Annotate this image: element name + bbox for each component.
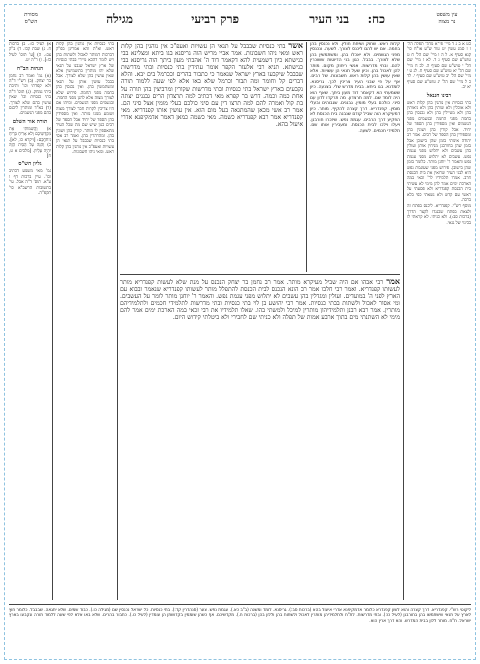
chapter-name: בני העיר bbox=[309, 12, 349, 26]
torah-or-heading: תורה אור השלם bbox=[12, 118, 48, 125]
rabbeinu-chananel-text: בתי כנסיות אין נוהגין בהן קלות ראש ולא אוכלין ולא שותין בהן ולא ניאותין בהן ולא מטיילין בהן ולא נכנסין בהן בחמה מפני החמה ובגשמים מפני הגשמים ואין מספידין בהן הספד של יחיד. אבל קורין בהן ושונין בהן ומספידין בהן הספד של רבים. אמר רב יהודה אימתי בזמן שהן בישובן אבל בזמן שהן בחורבנן מניחין אותן ועולין בהן עשבים ולא יתלוש מפני עגמת נפש. עשבים לא יתלוש מפני עגמת נפש והאמר ר' יוחנן מותר. כלומר בזמן שהן בישובן. פירוש מפני שעוגמת נפש היא לבני העיר שרואין את בית הכנסת חרב. אמרו תלמידיו לר' זכאי במה הארכת ימים אמר להן מימי לא עשיתי בית הכנסת קפנדריא ולא פסעתי על ראשי עם קדש ולא נשאתי כפי בלא ברכה. bbox=[407, 100, 471, 203]
torah-or-text: א) וַהֲשִׁמּוֹתִי אֶת מִקְדְּשֵׁיכֶם וְלֹא אָרִיחַ בְּרֵיחַ נִיחֹחֲכֶם: [ויקרא כו, לא]. ב) וְהִנֵּה עַל הַבַּיִת הַזֶּה יִהְיֶה עֶלְיוֹן. [מלכים א ט, ח] bbox=[9, 126, 51, 159]
tosafot-column bbox=[56, 42, 114, 600]
tractate-name: מגילה bbox=[106, 12, 133, 26]
gilyon-heading: גליון הש"ס bbox=[18, 161, 42, 168]
masoret-subtitle: הש"ס bbox=[24, 18, 38, 25]
rashi-text: קלות ראש. שחוק ושיחת חולין. ולא נכנסין בהן בחמה. אם יש להם ליכנס לצורך. לשעה. ונכנסין מפני הגשמים. ולא יאכלו בהן. ומשתמשין בהן שלא לצורך. בבבל. כגון בני הדיוטות ששוכרין להם. ובתי מדרשות. אנשי ריחוק מקום. מותר להן לאכול בהן. וכיון שעל תנאי הן עשויות. אלא שאין עושין בהן קלות ראש. חשבונות. של רבים. אף על פי שבני העיר צריכין לכך. גריסנא. לומדנא. בגו ביתא. בבית מדרש שלי. בצנעה. כיון ששמעתי הא דקאמר דוד מעון ביתך. שאף הוא היה לומד שם. למה תרצדון. מה תרקדו לדון עם סיני. כולכם בעלי מומין. גבננים. שגבוהים ובעלי מומין. קפנדריא. דרך קצרה להקיף. מותר. כיון דמעיקרא הוה שביל קודם שנבנה בית הכנסת לא הפקיע דרך הרבים. עגמת נפש. שיזכרו חורבנן. ויעלו וילכו לבית הכנסת. ומעבירין אותו שם. תלמידי חכמים. לשעה. bbox=[310, 42, 400, 134]
perek-title: פרק רביעי bbox=[191, 12, 239, 26]
page-header bbox=[9, 10, 471, 41]
tosafot-text: בתי כנסיות אין נוהגין בהן קלות ראש. וא"ת והא אמרינן בפ"ק דברכות דמותר לאכול ולשתות בהן ויש לומר דהכא מיירי בבתי כנסיות של ארץ ישראל שנבנו על תנאי שלא יהו מותרין בתשמישין אלא שאין עושין בהן שלא לצורך. אבל בבבל עושין אותן על תנאי ומשתמשין בהן. ואין נכנסין בהן בחמה מפני החמה. פירוש שלא לצורך מצוה אלא להגן מפני החמה. ובגשמים מפני הגשמים. ומיהו אם היו צריכין לקרות חבר לצורך מצוה ושומע ממנו מותר. ואין מספידין בהן הספד של יחיד אבל הספד של רבים כגון שיש שם מת שכל העיר מתאספין לו מותר. קורין בהן ושונין בהן. ומהרהרין בהן. ואמר רב אסי בתי כנסיות שבבבל על תנאי הן עשויות ואעפ"כ אין נוהגין בהן קלות ראש. ומאי ניהו חשבונות. bbox=[56, 42, 114, 156]
masoret-text: א) לעיל כו:. ב) ברכות ח. ג) שבת קכז. ד) ב"ק צב:. ה) [ע' תוס' לעיל כז:]. ו) ר"ה יט. bbox=[9, 42, 51, 64]
left-margin-column bbox=[9, 42, 51, 600]
gemara-column-bottom bbox=[120, 278, 400, 604]
ein-mishpat-text: כט א ב ג ד מיי' פי"א מהל' תפלה הל' ו ז סמג עשין יט טור ש"ע או"ח סי' קנא סעיף א. ל ה ו מיי' שם הל' ח ט טוש"ע שם סעיף ג ד. לא ז מיי' שם הל' י טוש"ע שם סעיף ה. לב ח מיי' שם הל' יא טוש"ע שם סעיף ח. לג ט י מיי' שם הל' יב טוש"ע שם סעיף י. לד כ ל מיי' שם הל' יג טוש"ע שם סעיף יא יב. bbox=[407, 42, 471, 91]
gemara-opening-word: אשר bbox=[288, 42, 303, 50]
divider-tosafot bbox=[117, 42, 118, 600]
divider-gemara-mid bbox=[120, 274, 400, 275]
likutei-rashi-footer bbox=[9, 604, 471, 655]
rabbeinu-chananel-heading: רבינו חננאל bbox=[426, 92, 452, 99]
haggahot-heading: הגהות הב"ח bbox=[16, 65, 44, 72]
ein-mishpat-subtitle: נר מצוה bbox=[438, 18, 456, 25]
masoret-header bbox=[11, 12, 51, 25]
gemara-body-2: רבי אבהו אם היה שביל מעיקרא מותר. אמר רב נחמן בר יצחק הנכנס על מנת שלא לעשות קפנדריא מותר לעשותו קפנדריא. ואמר רבי חלבו אמר רב הונא הנכנס לבית הכנסת להתפלל מותר לעשותו קפנדריא שנאמר ובבוא עם הארץ לפני ה' במועדים. ועולין ומגדלין בהן עשבים לא יתלוש מפני עגמת נפש. והאמר ר' יוחנן מותר לומר על העשבים. ומי אסור לאכול ולשתות בבתי כנסיות. אמר רבי יהושע בן לוי בתי כנסיות ובתי מדרשות לתלמידי חכמים ולתלמידיהם מותרין. אמר רבא רבנן ותלמידיהון מותרין למיכל ולמשתי בהו. שאלו תלמידיו את רבי זכאי במה הארכת ימים אמר להם מימי לא השתנתי מים בתוך ארבע אמות של תפלה ולא כניתי שם לחבירי ולא ביטלתי קידוש היום. bbox=[120, 279, 400, 322]
gemara-section-word: אמר bbox=[386, 278, 400, 286]
musaf-rashi-text: מוסף רש"י. קפנדריא. ליכנס בפתח זה ולצאת בפתח שכנגדו לקצר הדרך (ברכות סב:). ולא כניתי. לא קראתי לו בכינוי של גנאי. bbox=[407, 204, 471, 226]
gemara-text-top bbox=[121, 42, 303, 128]
gemara-text-bottom bbox=[120, 278, 400, 322]
ein-mishpat-column bbox=[407, 42, 471, 600]
gemara-body: בתי כנסיות שבבבל על תנאי הן עשויות ואעפ"כ אין נוהגין בהן קלות ראש ומאי ניהו חשבונות. אמר אביי מריש הוה גריסנא בגו ביתא ומצלינא בבי כנישתא כיון דשמעית להא דקאמר דוד ה' אהבתי מעון ביתך הוה גריסנא בבי כנישתא. תניא רבי אלעזר הקפר אומר עתידין בתי כנסיות ובתי מדרשות שבבבל שיקבעו בארץ ישראל שנאמר כי כתבור בהרים וככרמל בים יבא. והלא דברים קל וחומר ומה תבור וכרמל שלא באו אלא לפי שעה ללמוד תורה נקבעים בארץ ישראל בתי כנסיות ובתי מדרשות שקורין ומרביצין בהן תורה על אחת כמה וכמה. דרש בר קפרא מאי דכתיב למה תרצדון הרים גבננים יצתה בת קול ואמרה להם למה תרצו דין עם סיני כולכם בעלי מומין אצל סיני הם. אמר רב אשי מכאן שהמתגאה בעל מום הוא. אין עושין אותו קפנדריא. מאי קפנדריא אמר רבא קפנדריא כשמה. מאי כשמה כמאן דאמר אדמקיפנא אדרי איעול בהא. bbox=[121, 43, 303, 129]
haggahot-text: (א) גמ' ואמר רב נחמן בר יצחק. (ב) רש"י ד"ה ולא קפדתי וכו' ותיבת ביתי נמחק. (ג) תוס' ד"ה בתי כנסיות וכו' שאין עושין בהם שלא לצורך. (ד) בא"ד ומותרין ליכנס בהם מפני הגשמים. bbox=[9, 73, 51, 117]
folio-number: כח: bbox=[367, 12, 385, 26]
talmud-page bbox=[9, 8, 471, 656]
ein-mishpat-title: עין משפט bbox=[436, 12, 458, 18]
gilyon-text: גמ' מאי משמע דכתיב וכו'. עיין ברכות דף ו ע"א. תוס' ד"ה אבל. עי' בתשובות הרשב"א סי' תקפ"ה. bbox=[9, 169, 51, 196]
ein-mishpat-header bbox=[425, 12, 469, 25]
divider-right-margin bbox=[403, 42, 404, 600]
divider-rashi bbox=[306, 42, 307, 272]
divider-left-margin bbox=[52, 42, 53, 600]
rashi-column bbox=[310, 42, 400, 272]
gemara-column-top bbox=[121, 42, 303, 272]
likutei-rashi-text: ליקוטי רש"י. קפנדריא. דרך קצרה והוא לשון קפנדרא כלומר אדמקיפנא אדרי איעול בהא (ברכות סב:). גריסנא. לומד ומשנה (ב"ב כא.). עגמת נפש. צער (סנהדרין קד:). בתי כנסיות. כל ישראל נכנסין שם (מגילה כו.). כבוד שמים. שלא יתגאה. שבבבל. כלומר חוץ לארץ על תנאי שישתמשו בהן בחורבנן (לעיל כו:). ובתי מדרשות. לת"ח ולתלמידיהן מותרין לאכול ולשתות בהן וללון בהן (ברכות ח.). מקדשיכם. אף כשהן שוממין בקדושתן הן עומדין (לעיל כו.). כתבור בהרים. שלא באו אלא לפי שעה ללמוד תורה ונקבעו בארץ ישראל. ת"ח. מותר ללון בבית המדרש. והא דרך ארץ הוא. bbox=[9, 607, 471, 623]
masoret-title: מסורת bbox=[24, 12, 38, 18]
